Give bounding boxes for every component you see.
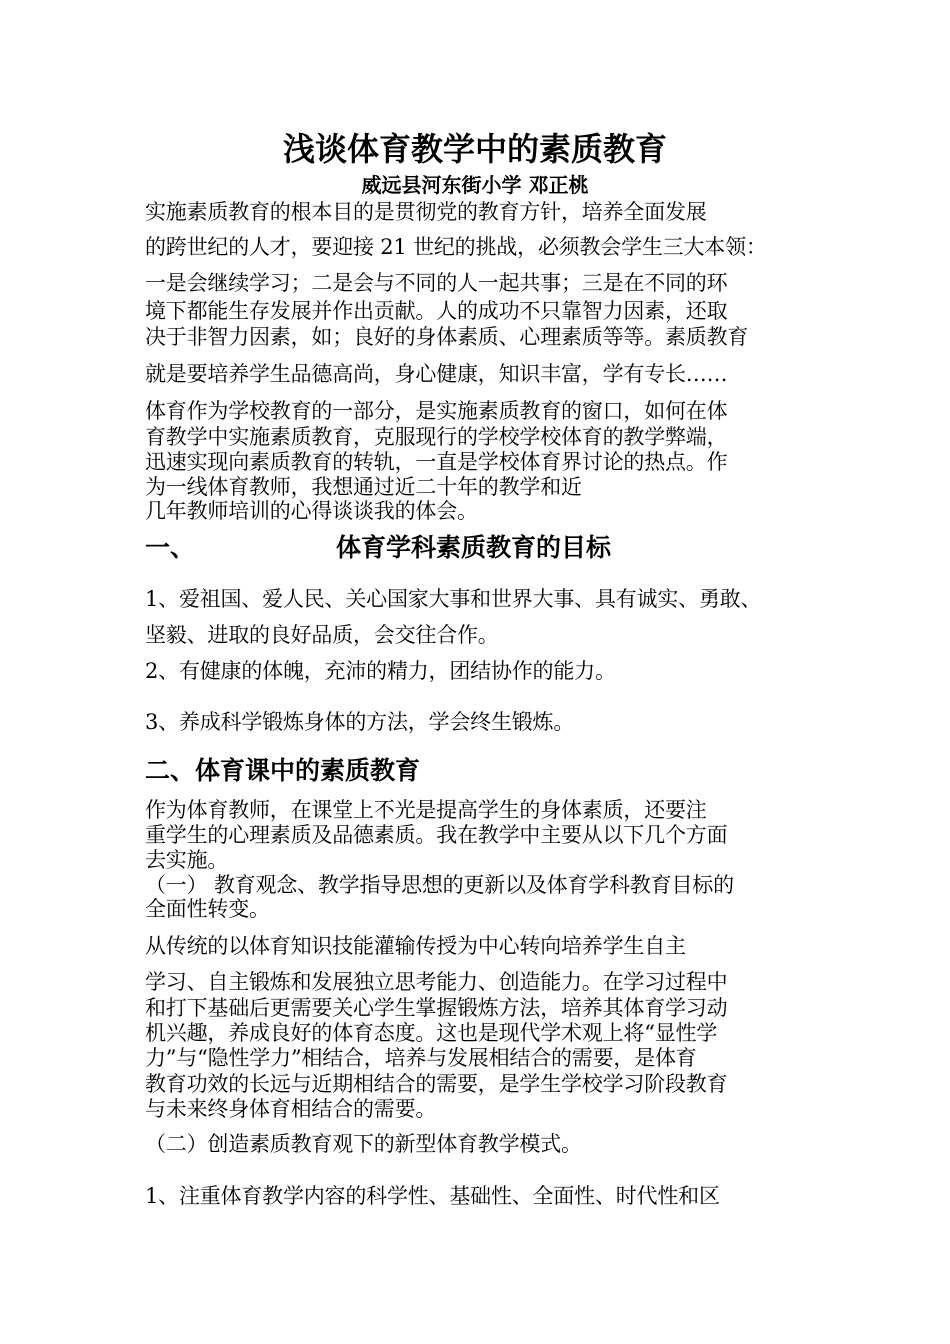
intro-line: 体育作为学校教育的一部分，是实施素质教育的窗口，如何在体 <box>145 399 728 423</box>
section2-line: 学习、自主锻炼和发展独立思考能力、创造能力。在学习过程中 <box>145 970 728 994</box>
section2-line: 作为体育教师，在课堂上不光是提高学生的身体素质，还要注 <box>145 798 707 822</box>
section1-line: 1、爱祖国、爱人民、关心国家大事和世界大事、具有诚实、勇敢、 <box>145 587 762 611</box>
section1-line: 2、有健康的体魄，充沛的精力，团结协作的能力。 <box>145 659 616 683</box>
section2-line: （一） 教育观念、教学指导思想的更新以及体育学科教育目标的 <box>145 873 734 897</box>
intro-line: 育教学中实施素质教育，克服现行的学校学校体育的教学弊端， <box>145 425 728 449</box>
section2-line: （二）创造素质教育观下的新型体育教学模式。 <box>145 1132 582 1156</box>
intro-line: 实施素质教育的根本目的是贯彻党的教育方针，培养全面发展 <box>145 200 707 224</box>
section2-line: 重学生的心理素质及品德素质。我在教学中主要从以下几个方面 <box>145 823 728 847</box>
intro-line: 的跨世纪的人才，要迎接 21 世纪的挑战，必须教会学生三大本领： <box>145 235 767 259</box>
intro-line: 一是会继续学习；二是会与不同的人一起共事；三是在不同的环 <box>145 271 728 295</box>
section2-line: 机兴趣，养成良好的体育态度。这也是现代学术观上将“显性学 <box>145 1021 718 1045</box>
intro-line: 几年教师培训的心得谈谈我的体会。 <box>145 499 478 523</box>
section2-line: 去实施。 <box>145 848 229 872</box>
intro-line: 迅速实现向素质教育的转轨，一直是学校体育界讨论的热点。作 <box>145 450 728 474</box>
section1-line: 3、养成科学锻炼身体的方法，学会终生锻炼。 <box>145 710 575 734</box>
intro-line: 决于非智力因素，如；良好的身体素质、心理素质等等。素质教育 <box>145 325 749 349</box>
section2-line: 全面性转变。 <box>145 897 270 921</box>
section2-line: 1、注重体育教学内容的科学性、基础性、全面性、时代性和区 <box>145 1184 720 1208</box>
section2-line: 和打下基础后更需要关心学生掌握锻炼方法，培养其体育学习动 <box>145 996 728 1020</box>
section1-number: 一、 <box>145 533 196 562</box>
section2-line: 与未来终身体育相结合的需要。 <box>145 1097 437 1121</box>
document-title: 浅谈体育教学中的素质教育 <box>282 130 667 168</box>
section2-heading: 二、体育课中的素质教育 <box>145 756 421 785</box>
intro-line: 为一线体育教师，我想通过近二十年的教学和近 <box>145 475 582 499</box>
document-author: 威远县河东街小学 邓正桃 <box>361 173 589 197</box>
section1-line: 坚毅、进取的良好品质，会交往合作。 <box>145 623 499 647</box>
section2-line: 从传统的以体育知识技能灌输传授为中心转向培养学生自主 <box>145 934 686 958</box>
section2-line: 力”与“隐性学力”相结合，培养与发展相结合的需要，是体育 <box>145 1046 697 1070</box>
intro-line: 境下都能生存发展并作出贡献。人的成功不只靠智力因素，还取 <box>145 299 728 323</box>
section1-heading: 体育学科素质教育的目标 <box>336 533 612 562</box>
intro-line: 就是要培养学生品德高尚，身心健康，知识丰富，学有专长…… <box>145 362 728 386</box>
section2-line: 教育功效的长远与近期相结合的需要，是学生学校学习阶段教育 <box>145 1072 728 1096</box>
